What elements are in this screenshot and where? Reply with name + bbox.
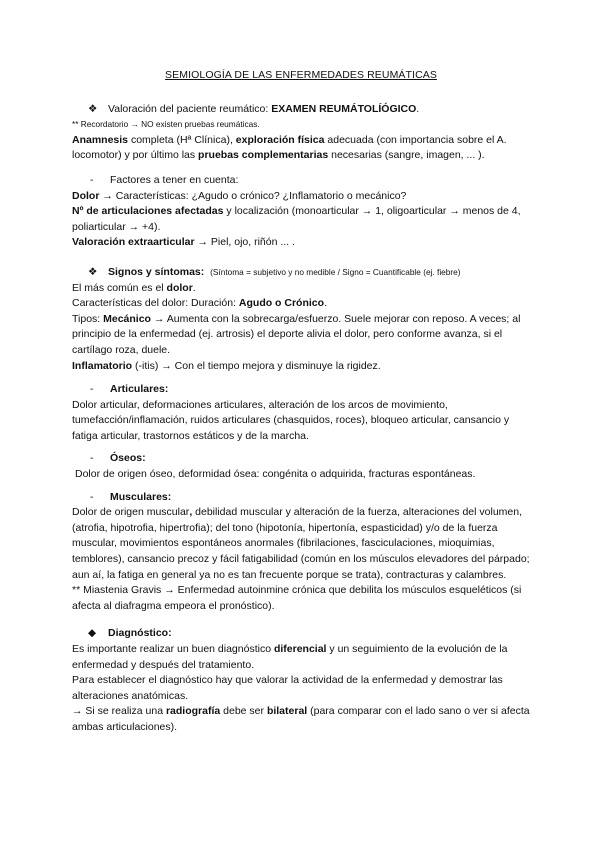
diagnostico-paragraph-2: Para establecer el diagnóstico hay que valorar la actividad de la enfermedad y demostrar las alteraciones anatómicas. bbox=[72, 674, 503, 702]
signos-line-3: Tipos: Mecánico → Aumenta con la sobrecarga/esfuerzo. Suele mejorar con reposo. A veces; al principio de la enfermedad (ej. artrosis) el deporte alivia el dolor, pero conforme avanza, si el cartílago roza, duele. bbox=[72, 312, 521, 356]
factor-dolor: Dolor → Características: ¿Agudo o crónico? ¿Inflamatorio o mecánico? bbox=[72, 189, 407, 202]
dash-bullet-icon: - bbox=[90, 452, 94, 465]
diagnostico-paragraph-1: Es importante realizar un buen diagnóstico diferencial y un seguimiento de la evolución de la enfermedad y después del tratamiento. bbox=[72, 643, 508, 671]
musculares-heading: - Musculares: bbox=[72, 490, 530, 506]
fleur-bullet-icon: ❖ bbox=[88, 265, 98, 278]
signos-line-4: Inflamatorio (-itis) → Con el tiempo mejora y disminuye la rigidez. bbox=[72, 359, 381, 372]
miastenia-note: ** Miastenia Gravis → Enfermedad autoinmine crónica que debilita los músculos esqueléticos (si afecta al diafragma empeora el pronóstico). bbox=[72, 584, 522, 612]
factor-extraarticular: Valoración extraarticular → Piel, ojo, riñón ... . bbox=[72, 236, 295, 249]
factor-articulaciones: Nº de articulaciones afectadas y localización (monoarticular → 1, oligoarticular → menos de 4, poliarticular → +4). bbox=[72, 205, 521, 233]
page-title: SEMIOLOGÍA DE LAS ENFERMEDADES REUMÁTICAS bbox=[165, 69, 437, 81]
musculares-text: Dolor de origen muscular, debilidad muscular y alteración de la fuerza, alteraciones del volumen, (atrofia, hipotrofia, hipertrofia); del tono (hipotonía, hipertonía, espasticidad) y/o de la fuerza muscular, movimientos espontáneos anormales (fibrilaciones, fasciculaciones, mioquimias, temblores), cansancio precoz y fácil fatigabilidad (común en los músculos elevadores del párpado; aun aí, la fatiga en general ya no es tan frecuente porque se trata), contracturas y calambres. bbox=[72, 506, 530, 581]
oseos-heading: - Óseos: bbox=[72, 451, 530, 467]
signos-heading: ❖ Signos y síntomas: (Síntoma = subjetivo y no medible / Signo = Cuantificable (ej. fiebre) bbox=[72, 265, 530, 281]
diagnostico-heading: ◆ Diagnóstico: bbox=[72, 626, 530, 642]
diagnostico-paragraph-3: → Si se realiza una radiografía debe ser bilateral (para comparar con el lado sano o ver si afecta ambas articulaciones). bbox=[72, 705, 530, 733]
signos-line-1: El más común es el dolor. bbox=[72, 281, 196, 294]
factores-heading: - Factores a tener en cuenta: bbox=[72, 173, 530, 189]
diamond-bullet-icon: ◆ bbox=[88, 627, 97, 640]
recordatorio-note: ** Recordatorio → NO existen pruebas reumáticas. bbox=[72, 119, 260, 130]
section-valoracion-heading: ❖ Valoración del paciente reumático: EXAMEN REUMÁTOLÍÓGICO. bbox=[72, 102, 530, 118]
fleur-bullet-icon: ❖ bbox=[88, 102, 98, 115]
dash-bullet-icon: - bbox=[90, 490, 94, 503]
articulares-text: Dolor articular, deformaciones articulares, alteración de los arcos de movimiento, tumefacción/inflamación, ruidos articulares (chasquidos, roces), bloqueo articular, cansancio y fatiga articular, trastornos estáticos y de la marcha. bbox=[72, 398, 510, 442]
valoracion-paragraph: Anamnesis completa (Hª Clínica), exploración física adecuada (con importancia sobre el A. locomotor) y por último las pruebas complementarias necesarias (sangre, imagen, ... ). bbox=[72, 133, 507, 162]
document-body bbox=[72, 68, 530, 736]
articulares-heading: - Articulares: bbox=[72, 382, 530, 398]
dash-bullet-icon: - bbox=[90, 383, 94, 396]
dash-bullet-icon: - bbox=[90, 173, 94, 186]
oseos-text: Dolor de origen óseo, deformidad ósea: congénita o adquirida, fracturas espontáneas. bbox=[75, 468, 476, 481]
signos-line-2: Características del dolor: Duración: Agudo o Crónico. bbox=[72, 297, 327, 310]
